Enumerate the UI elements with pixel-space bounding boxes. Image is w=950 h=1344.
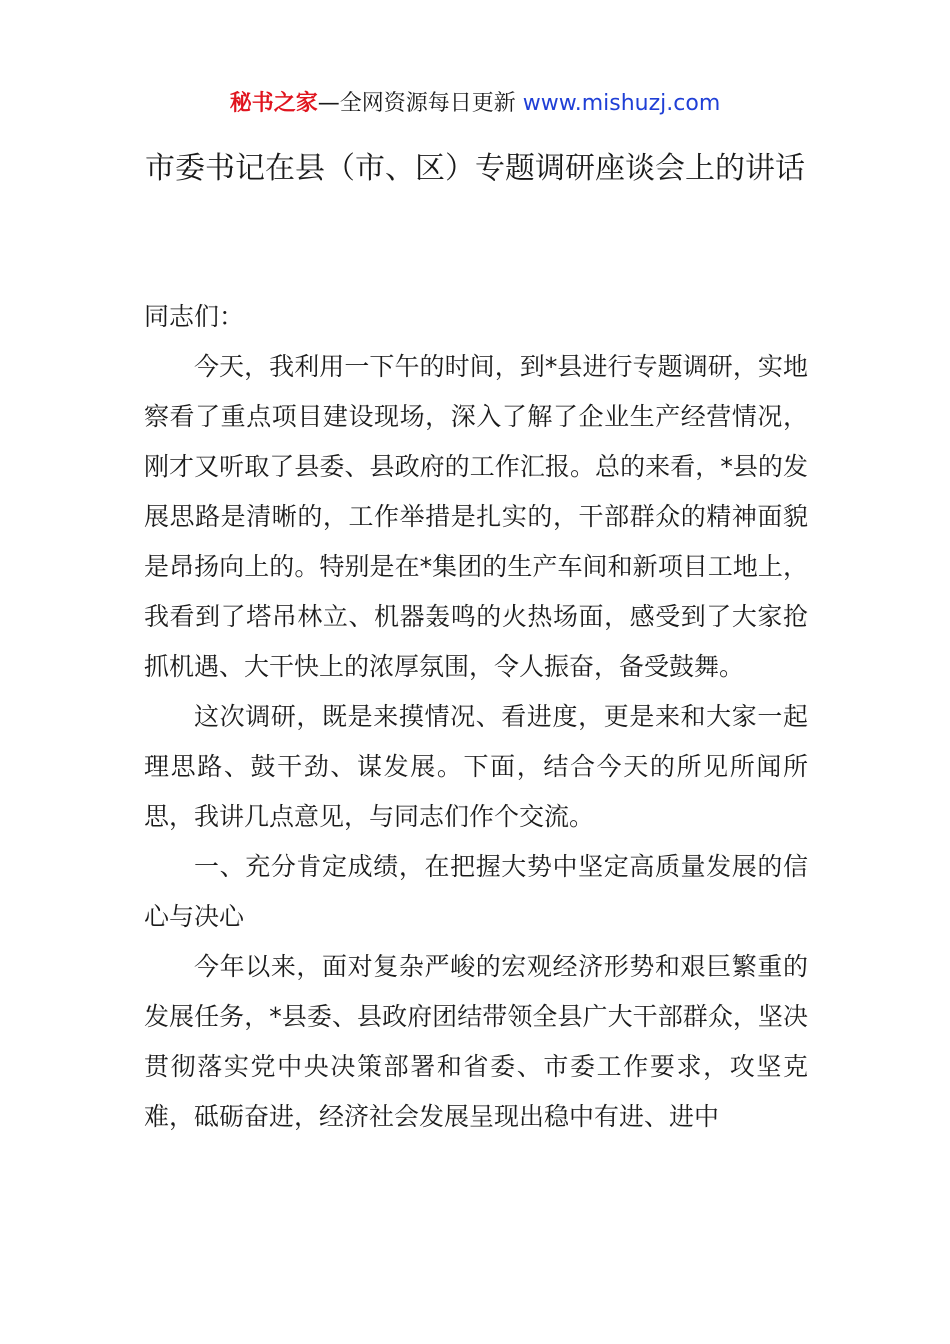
paragraph: 今年以来，面对复杂严峻的宏观经济形势和艰巨繁重的发展任务，*县委、县政府团结带领全县广大干部群众，坚决贯彻落实党中央决策部署和省委、市委工作要求，攻坚克难，砥砺奋进，经济社会发展呈现出稳中有进、进中: [144, 952, 808, 1131]
salutation: 同志们：: [144, 302, 245, 331]
document-body: [144, 292, 808, 1142]
document-title: 市委书记在县（市、区）专题调研座谈会上的讲话: [145, 151, 805, 186]
site-url[interactable]: www.mishuzj.com: [522, 91, 721, 116]
brand-name: 秘书之家: [229, 91, 318, 116]
site-header: [0, 88, 950, 120]
paragraph: 这次调研，既是来摸情况、看进度，更是来和大家一起理思路、鼓干劲、谋发展。下面，结合今天的所见所闻所思，我讲几点意见，与同志们作个交流。: [144, 702, 808, 831]
section-heading: 一、充分肯定成绩，在把握大势中坚定高质量发展的信心与决心: [144, 852, 808, 931]
header-tagline: —全网资源每日更新: [317, 91, 516, 116]
paragraph: 今天，我利用一下午的时间，到*县进行专题调研，实地察看了重点项目建设现场，深入了解了企业生产经营情况，刚才又听取了县委、县政府的工作汇报。总的来看，*县的发展思路是清晰的，工作举措是扎实的，干部群众的精神面貌是昂扬向上的。特别是在*集团的生产车间和新项目工地上，我看到了塔吊林立、机器轰鸣的火热场面，感受到了大家抢抓机遇、大干快上的浓厚氛围，令人振奋，备受鼓舞。: [144, 352, 808, 681]
